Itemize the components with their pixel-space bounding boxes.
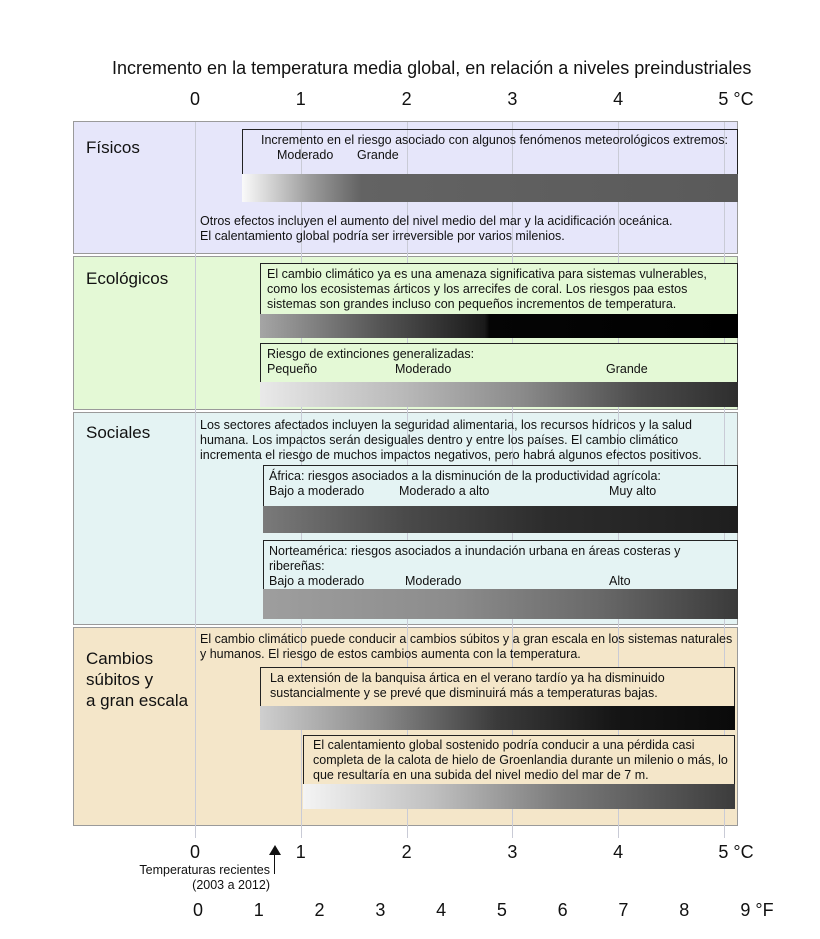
risk-gradient-bar — [263, 506, 738, 533]
scale-tick: 0 — [189, 842, 201, 862]
sociales-africa-text: África: riesgos asociados a la disminución de la productividad agrícola: — [269, 469, 661, 483]
scale-tick: 3 — [507, 842, 518, 862]
scale-tick: 3 — [375, 900, 386, 920]
level-label: Alto — [609, 574, 631, 588]
scale-tick: 4 — [436, 900, 447, 920]
scale-tick: 1 — [253, 900, 264, 920]
scale-tick: 8 — [679, 900, 690, 920]
scale-tick: 0 — [189, 89, 201, 109]
ecologicos-levels — [261, 362, 737, 378]
scale-tick: 3 — [507, 89, 518, 109]
label-sociales: Sociales — [86, 423, 151, 442]
risk-gradient-bar — [303, 784, 735, 809]
scale-tick: 1 — [295, 89, 306, 109]
level-label: Bajo a moderado — [269, 574, 365, 588]
sociales-norteamerica-text: Norteamérica: riesgos asociados a inundación urbana en áreas costeras y ribereñas: — [269, 544, 681, 573]
risk-gradient-bar — [242, 174, 738, 202]
scale-tick: 2 — [401, 89, 412, 109]
cambios-arctic-box — [260, 667, 735, 730]
level-label: Grande — [357, 148, 399, 162]
fisicos-risk-text: Incremento en el riesgo asociado con algunos fenómenos meteorológicos extremos: — [261, 133, 728, 147]
level-label: Pequeño — [267, 362, 318, 376]
scale-tick: 4 — [613, 842, 624, 862]
sociales-africa-box — [263, 465, 738, 533]
cambios-groenlandia-text: El calentamiento global sostenido podría conducir a una pérdida casi completa de la calota de hielo de Groenlandia durante un milenio o más, lo que resultaría en una subida del nivel medio del mar de 7 m. — [313, 738, 728, 782]
cambios-arctic-text: La extensión de la banquisa ártica en el verano tardío ya ha disminuido sustancialmente y se prevé que disminuirá más a temperaturas bajas. — [270, 671, 665, 700]
label-ecologicos: Ecológicos — [86, 269, 169, 288]
cambios-groenlandia-box — [303, 735, 735, 809]
level-label: Bajo a moderado — [269, 484, 365, 498]
label-cambios: Cambios súbitos y a gran escala — [86, 649, 189, 710]
scale-tick: 2 — [401, 842, 412, 862]
scale-tick: 5 °C — [718, 89, 754, 109]
risk-gradient-bar — [260, 382, 738, 407]
fisicos-risk-box — [242, 129, 738, 202]
scale-tick: 6 — [557, 900, 568, 920]
white-rect — [10, 40, 73, 115]
sociales-norteamerica-box — [263, 540, 738, 619]
ecologicos-threat-text: El cambio climático ya es una amenaza significativa para sistemas vulnerables, como los ecosistemas árticos y los arrecifes de coral. Los riesgos paa estos sistemas son grandes incluso con pequeños incrementos de temperatura. — [267, 267, 707, 311]
level-label: Muy alto — [609, 484, 657, 498]
sociales-norteamerica-levels — [264, 574, 737, 590]
grid-line — [195, 122, 196, 838]
ecologicos-extinction-text: Riesgo de extinciones generalizadas: — [267, 347, 475, 361]
cambios-note: El cambio climático puede conducir a cambios súbitos y a gran escala en los sistemas naturales y humanos. El riesgo de estos cambios aumenta con la temperatura. — [200, 632, 733, 661]
label-fisicos: Físicos — [86, 138, 140, 157]
level-label: Moderado — [405, 574, 462, 588]
sociales-note: Los sectores afectados incluyen la seguridad alimentaria, los recursos hídricos y la salud humana. Los impactos serán desiguales dentro y entre los países. El cambio climático incrementa el riesgo de muchos impactos negativos, pero habrá algunos efectos positivos. — [200, 418, 702, 462]
fisicos-levels — [243, 148, 737, 164]
scale-tick: 5 °C — [718, 842, 754, 862]
level-label: Moderado — [395, 362, 452, 376]
level-label: Moderado — [277, 148, 334, 162]
scale-tick: 0 — [192, 900, 204, 920]
scale-tick: 4 — [613, 89, 624, 109]
scale-tick: 2 — [314, 900, 325, 920]
ecologicos-threat-box — [260, 263, 738, 338]
level-label: Grande — [606, 362, 648, 376]
scale-tick: 1 — [295, 842, 306, 862]
level-label: Moderado a alto — [399, 484, 490, 498]
recent-temps-label: Temperaturas recientes (2003 a 2012) — [139, 863, 270, 892]
recent-temps-marker — [274, 852, 275, 874]
scale-tick: 7 — [618, 900, 629, 920]
fisicos-note: Otros efectos incluyen el aumento del nivel medio del mar y la acidificación oceánica. El calentamiento global podría ser irreversible por varios milenios. — [200, 214, 673, 243]
ecologicos-extinction-box — [260, 343, 738, 407]
arrow-up-icon — [269, 845, 281, 855]
chart-title: Incremento en la temperatura media global, en relación a niveles preindustriales — [112, 58, 752, 78]
scale-tick: 9 °F — [740, 900, 774, 920]
risk-gradient-bar — [263, 589, 738, 619]
risk-gradient-bar — [260, 706, 735, 730]
sociales-africa-levels — [264, 484, 737, 500]
scale-tick: 5 — [496, 900, 507, 920]
risk-gradient-bar — [260, 314, 738, 338]
white-rect — [775, 243, 811, 400]
